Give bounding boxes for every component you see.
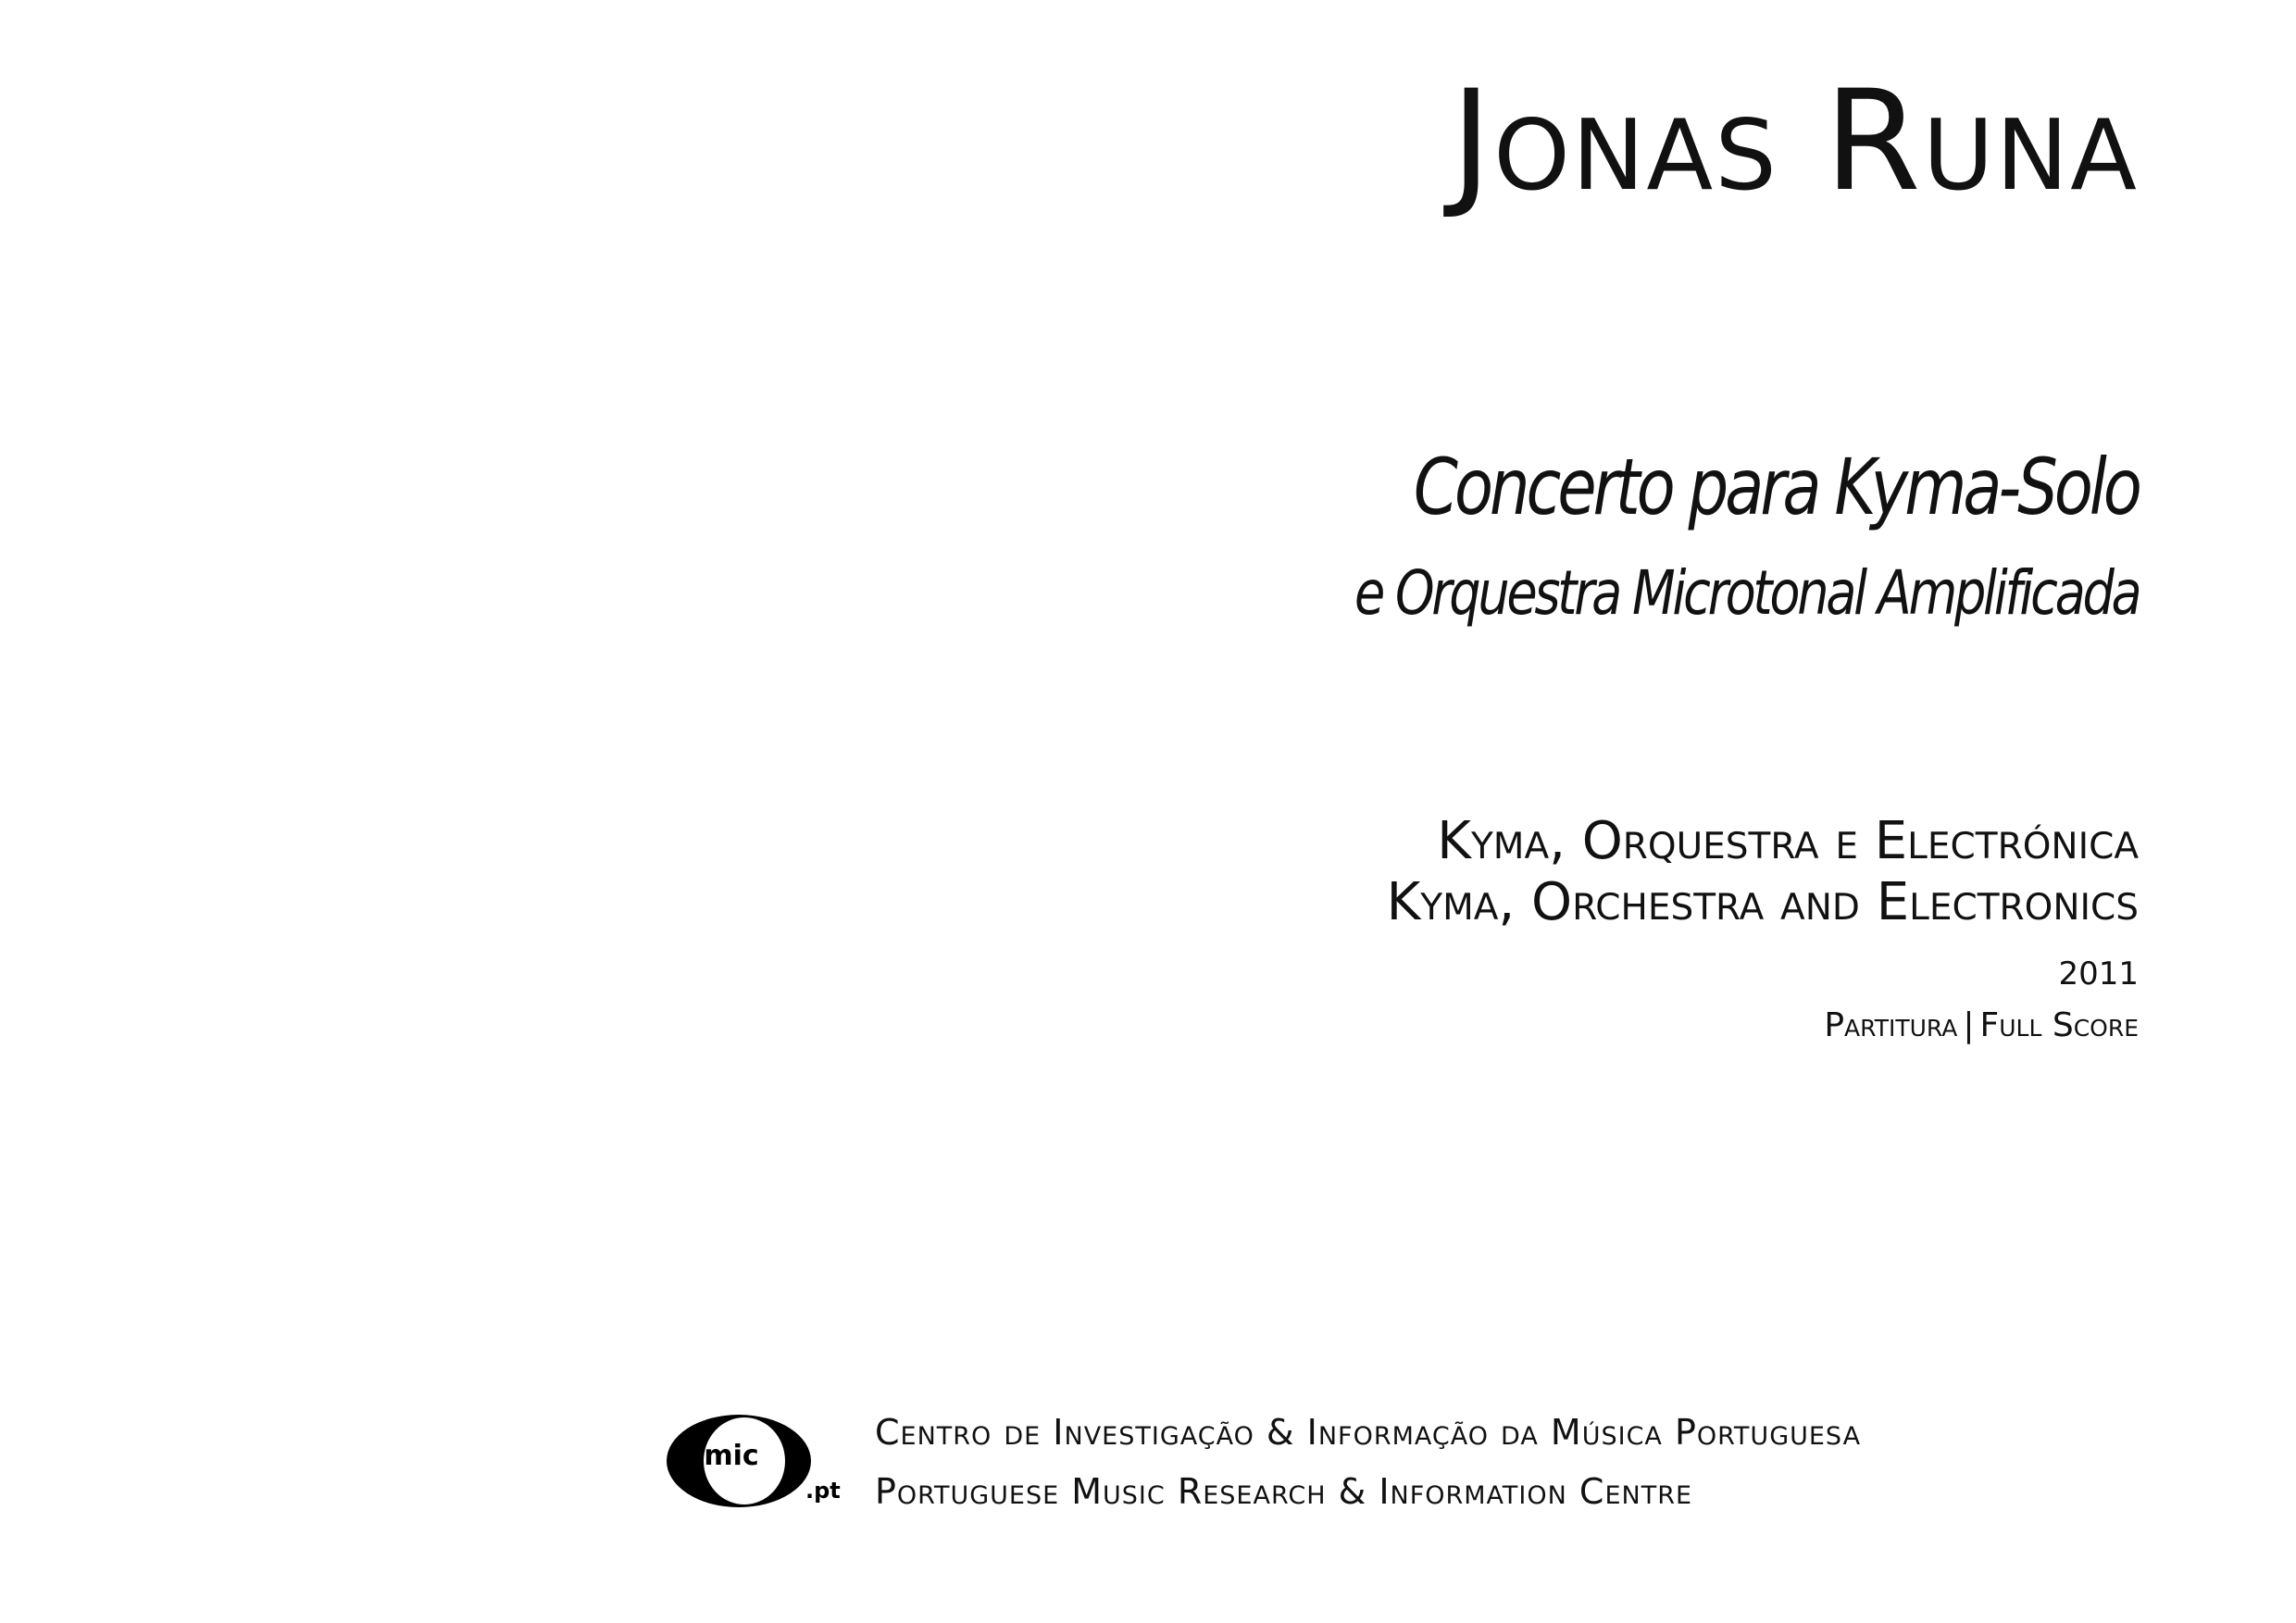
logo-mic-text: mic — [704, 1440, 759, 1472]
logo-suffix-text: .pt — [805, 1478, 841, 1504]
publisher-name-english: Portuguese Music Research & Information Centre — [875, 1471, 1693, 1512]
work-title-line2: e Orquestra Microtonal Amplificada — [1354, 557, 2139, 629]
composer-name: Jonas Runa — [1450, 61, 2139, 222]
work-title-line1: Concerto para Kyma-Solo — [1414, 442, 2139, 532]
instrumentation-portuguese: Kyma, Orquestra e Electrónica — [1437, 811, 2139, 871]
instrumentation-english: Kyma, Orchestra and Electronics — [1386, 872, 2139, 932]
score-type-english: Full Score — [1979, 1006, 2139, 1044]
score-type-separator: | — [1963, 1006, 1975, 1044]
score-type-portuguese: Partitura — [1824, 1006, 1958, 1044]
publisher-name-portuguese: Centro de Investigação & Informação da Música Portuguesa — [875, 1412, 1862, 1453]
mic-logo — [665, 1407, 850, 1518]
score-type — [1824, 1007, 2139, 1044]
composition-year: 2011 — [2058, 955, 2139, 993]
